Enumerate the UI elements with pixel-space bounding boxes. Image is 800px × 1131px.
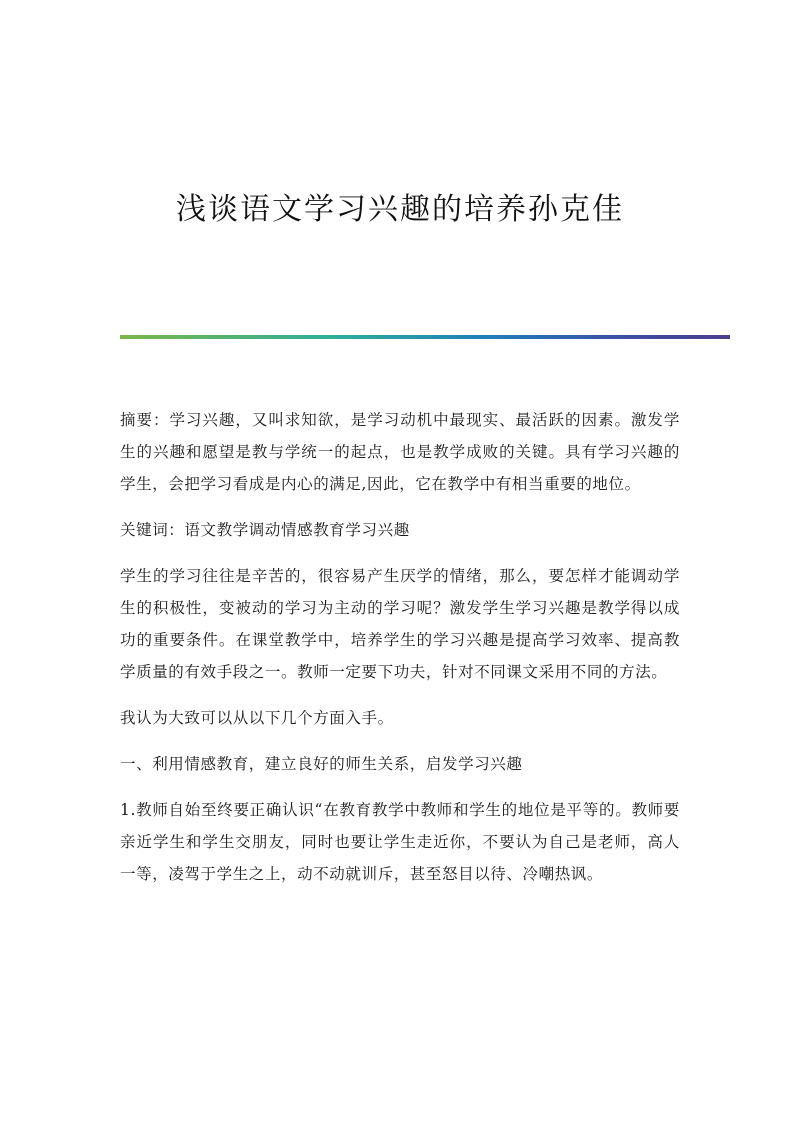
document-body: [120, 404, 680, 904]
abstract-paragraph: 摘要：学习兴趣，又叫求知欲，是学习动机中最现实、最活跃的因素。激发学生的兴趣和愿望是教与学统一的起点，也是教学成败的关键。具有学习兴趣的学生，会把学习看成是内心的满足,因此，它在教学中有相当重要的地位。: [120, 411, 680, 493]
section-heading: 一、利用情感教育，建立良好的师生关系，启发学习兴趣: [120, 755, 523, 773]
intro-paragraph: 学生的学习往往是辛苦的，很容易产生厌学的情绪，那么，要怎样才能调动学生的积极性，变被动的学习为主动的学习呢？激发学生学习兴趣是教学得以成功的重要条件。在课堂教学中，培养学生的学习兴趣是提高学习效率、提高教学质量的有效手段之一。教师一定要下功夫，针对不同课文采用不同的方法。: [120, 567, 680, 681]
point-paragraph: 1.教师自始至终要正确认识“在教育教学中教师和学生的地位是平等的。教师要亲近学生和学生交朋友，同时也要让学生走近你，不要认为自己是老师，高人一等，凌驾于学生之上，动不动就训斥，甚至怒目以待、冷嘲热讽。: [120, 801, 680, 883]
document-title: 浅谈语文学习兴趣的培养孙克佳: [176, 192, 624, 227]
title-divider: [120, 335, 730, 339]
keywords-paragraph: 关键词：语文教学调动情感教育学习兴趣: [120, 521, 410, 539]
approach-paragraph: 我认为大致可以从以下几个方面入手。: [120, 709, 394, 727]
